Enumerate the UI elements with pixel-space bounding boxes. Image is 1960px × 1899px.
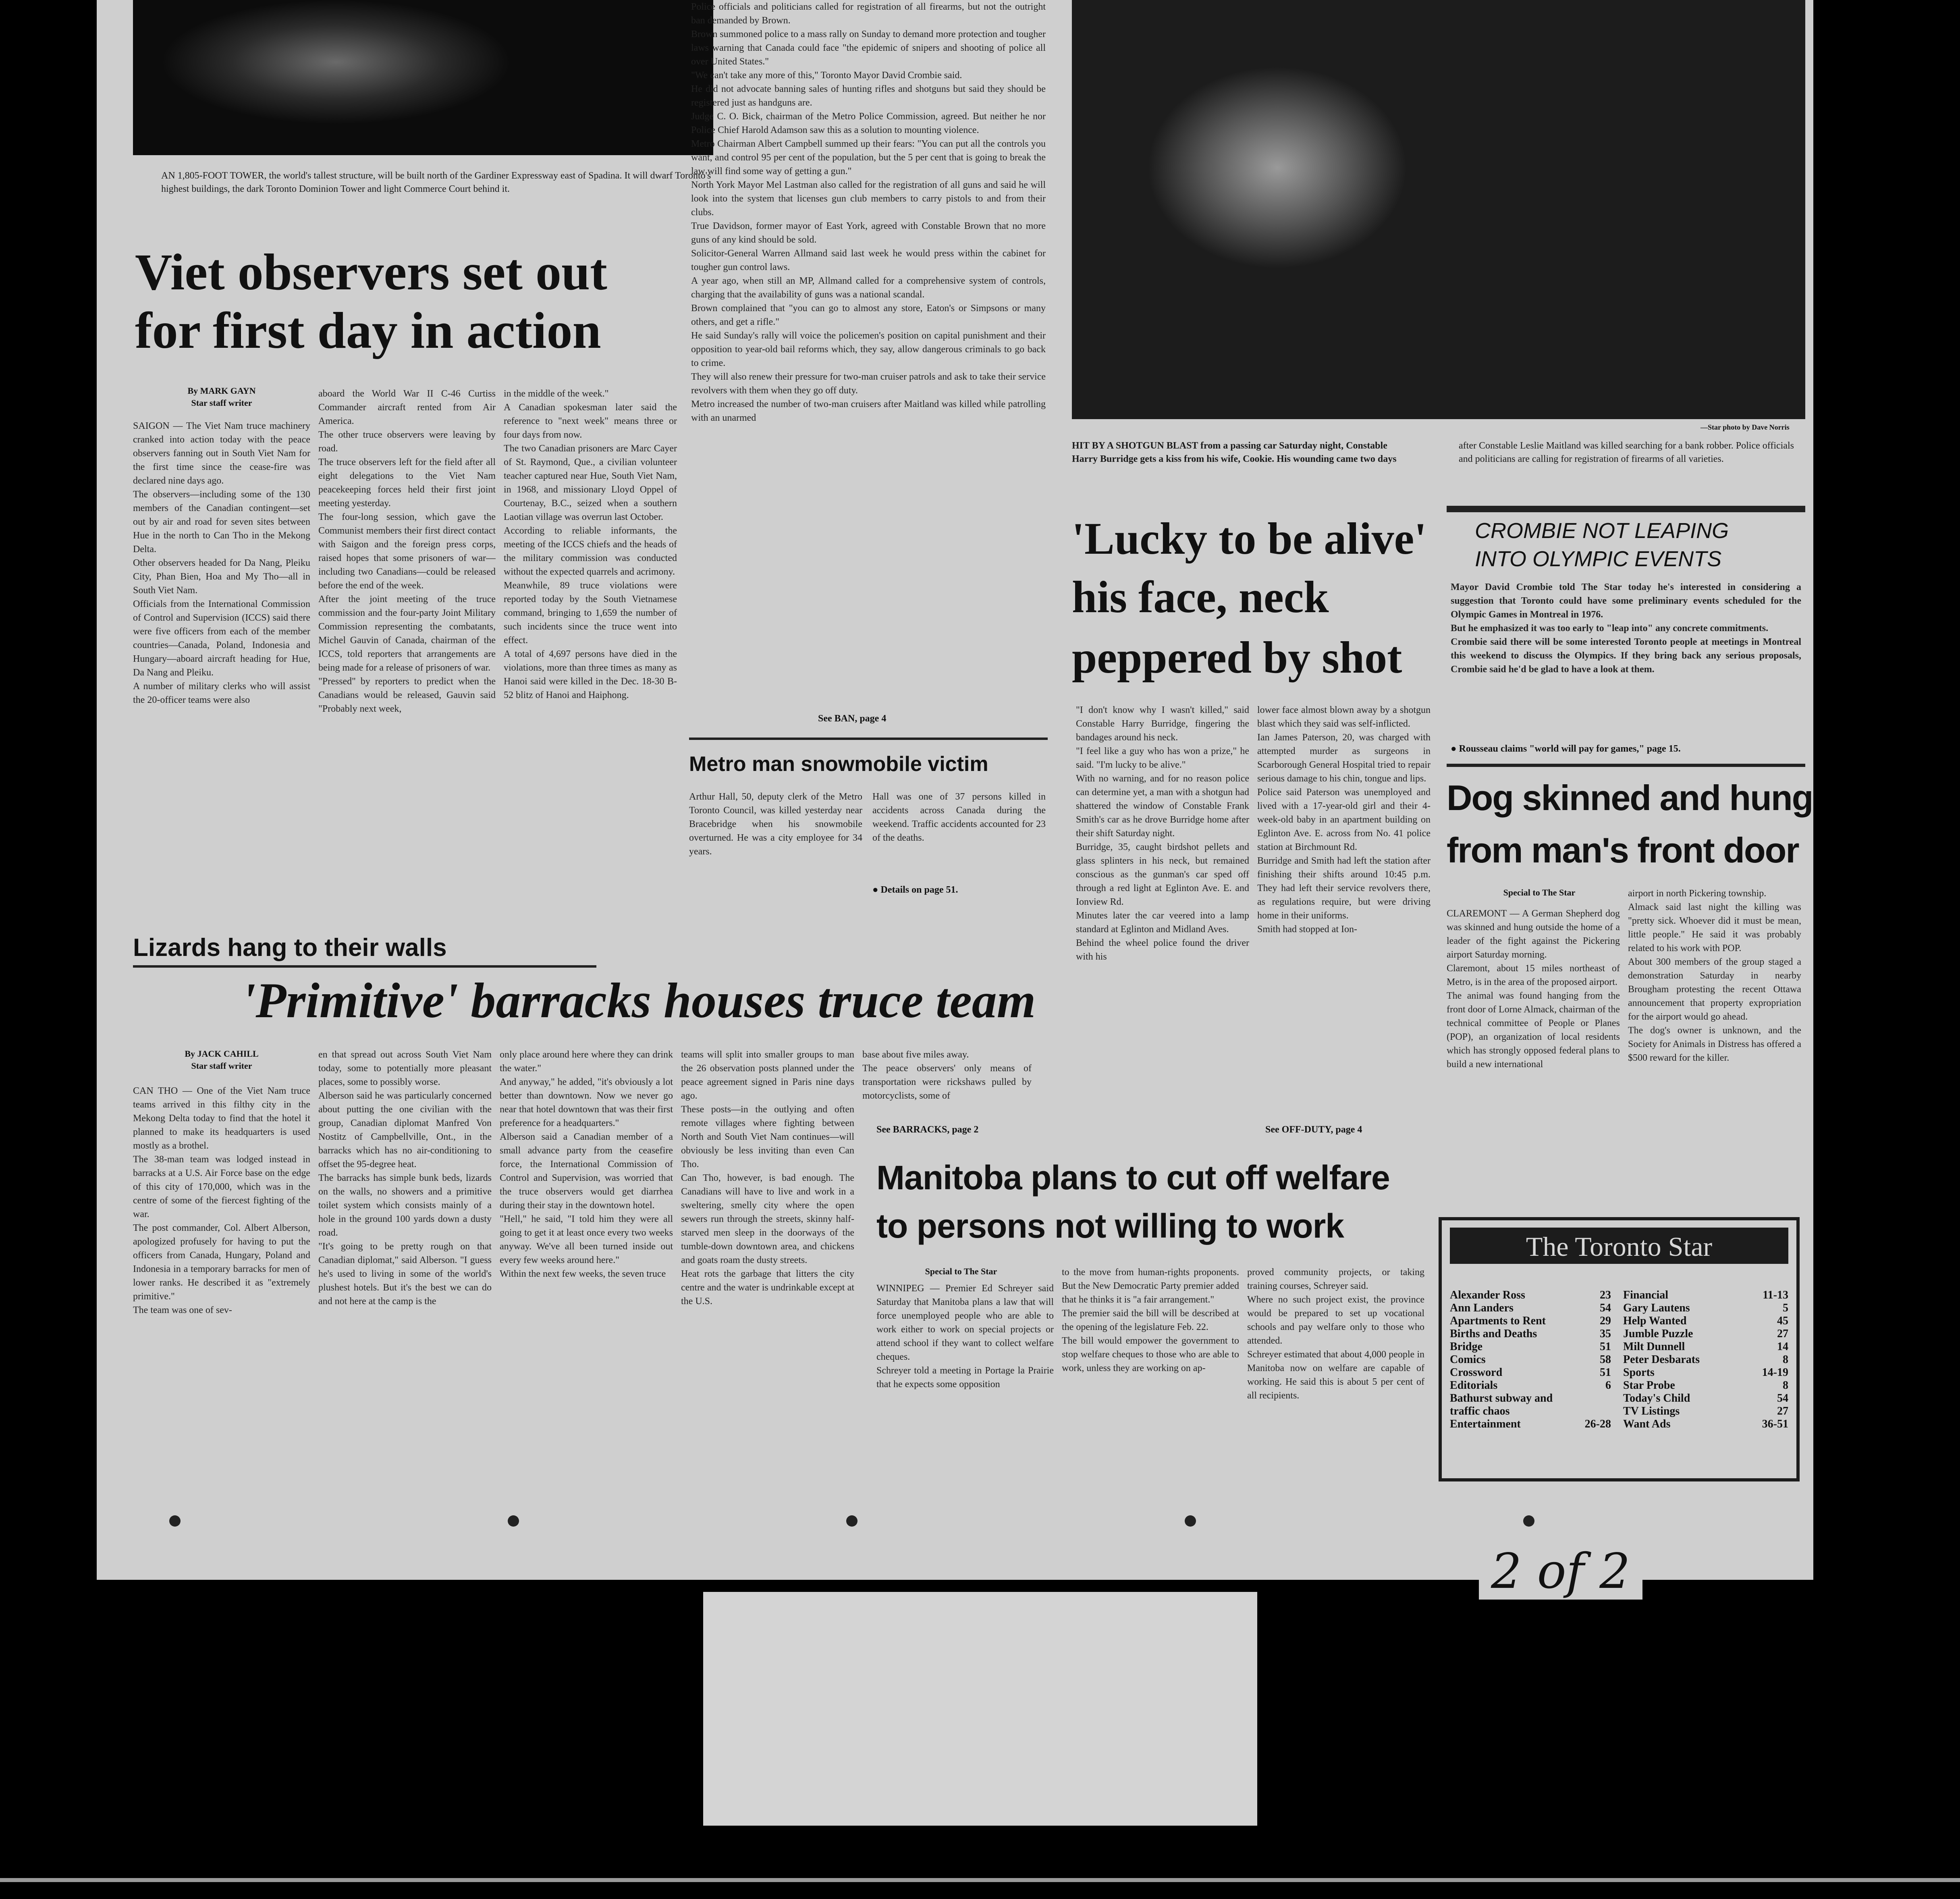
rule [133, 965, 596, 968]
manitoba-column-1: WINNIPEG — Premier Ed Schreyer said Saturday that Manitoba plans a law that will force unemployed people who are able to work either to work on special projects or attend school if they want to collect welfare cheques. Schreyer told a meeting in Portage la Prairie that he expects some opposition [876, 1283, 1054, 1390]
index-left-list [1450, 1289, 1611, 1431]
tower-photo [133, 0, 713, 155]
index-row [1623, 1392, 1788, 1405]
barracks-column-1: CAN THO — One of the Viet Nam truce teams arrived in this filthy city in the Mekong Delta today to find that the hotel it planned to make its headquarters is used mostly as a brothel. The 38-man team was lodged instead in barracks at a U.S. Air Force base on the edge of this city of 170,000, which was in the centre of some of the fiercest fighting of the war. The post commander, Col. Albert Alberson, apologized profusely for having to put the officers from Canada, Hungary, Poland and Indonesia in a temporary barracks for men of lower ranks. He described it as "extremely primitive." The team was one of sev- [133, 1086, 310, 1315]
index-row [1623, 1366, 1788, 1379]
barracks-column-5: base about five miles away. The peace observers' only means of transportation were rickshaws pulled by motorcyclists, some of [862, 1049, 1032, 1101]
dog-column-1: CLAREMONT — A German Shepherd dog was skinned and hung outside the home of a leader of the fight against the Pickering airport Saturday morning. Claremont, about 15 miles northeast of Metro, is in the area of the proposed airport. The animal was found hanging from the front door of Lorne Almack, chairman of the technical committee of People or Planes (POP), an organization of local residents which has strongly opposed federal plans to build a new international [1447, 908, 1620, 1070]
viet-column-3: in the middle of the week." A Canadian spokesman later said the reference to "next week" means three or four days from now. The two Canadian prisoners are Marc Cayer of St. Raymond, Que., a civilian volunteer teacher captured near Hue, South Viet Nam, in 1968, and missionary Lloyd Oppel of Courtenay, B.C., seized when a southern Laotian village was overrun last October. According to reliable informants, the meeting of the ICCS chiefs and the heads of the military commission was conducted without the expected quarrels and acrimony. Meanwhile, 89 truce violations were reported today by the South Vietnamese command, bringing to 1,659 the number of such incidents since the truce went into effect. A total of 4,697 persons have died in the violations, more than three times as many as Hanoi said were killed in the Dec. 18-30 B-52 blitz of Hanoi and Haiphong. [504, 389, 677, 700]
manitoba-byline: Special to The Star [925, 1266, 997, 1276]
frame-line [0, 1878, 1960, 1882]
crombie-headline-1: CROMBIE NOT LEAPING [1475, 519, 1729, 543]
index-entry-name: Apartments to Rent [1450, 1315, 1546, 1327]
crombie-see-ref: ● Rousseau claims "world will pay for games," page 15. [1451, 744, 1681, 754]
index-entry-page: 14-19 [1762, 1366, 1788, 1379]
index-row [1450, 1302, 1611, 1315]
index-row [1450, 1366, 1611, 1379]
index-row [1623, 1302, 1788, 1315]
index-entry-page: 27 [1777, 1405, 1788, 1417]
index-entry-name: Financial [1623, 1289, 1669, 1301]
index-row [1450, 1328, 1611, 1340]
handwritten-annotation: 2 of 2 [1479, 1544, 1642, 1600]
manitoba-headline-2: to persons not willing to work [876, 1207, 1344, 1245]
index-entry-page: 11-13 [1763, 1289, 1788, 1301]
index-entry-name: Crossword [1450, 1366, 1503, 1379]
barracks-headline: 'Primitive' barracks houses truce team [242, 973, 1036, 1028]
index-row [1450, 1353, 1611, 1366]
crombie-text: Mayor David Crombie told The Star today he's interested in considering a suggestion that Toronto could have some preliminary events scheduled for the Olympic Games in Montreal in 1976. But he emphasized it was too early to "leap into" any concrete commitments. Crombie said there will be some interested Toronto people at meetings in Montreal this weekend to discuss the Olympics. If they bring back any serious proposals, Crombie said he'd be glad to have a look at them. [1451, 582, 1801, 675]
index-row [1450, 1289, 1611, 1302]
index-row [1450, 1379, 1611, 1392]
crombie-headline-2: INTO OLYMPIC EVENTS [1475, 547, 1722, 571]
dog-byline: Special to The Star [1503, 887, 1576, 898]
barracks-column-2: en that spread out across South Viet Nam today, some to potentially more pleasant places, some to possibly worse. Alberson said he was particularly concerned about putting the one civilian with the group, Canadian diplomat Manfred Von Nostitz of Campbellville, Ont., in the barracks which has no air-conditioning to offset the 95-degree heat. The barracks has simple bunk beds, lizards on the walls, no showers and a primitive toilet system which consists mainly of a hole in the ground 100 yards down a dusty road. "It's going to be pretty rough on that Canadian diplomat," said Alberson. "I guess he's used to living in some of the world's plushest hotels. But it's the best we can do and not here at the camp is the [318, 1049, 492, 1307]
index-entry-name: Today's Child [1623, 1392, 1690, 1405]
index-entry-name: Entertainment [1450, 1418, 1521, 1430]
barracks-see-ref: See BARRACKS, page 2 [876, 1124, 979, 1135]
index-box [1439, 1217, 1800, 1481]
binder-hole [508, 1515, 519, 1527]
index-entry-name: Editorials [1450, 1379, 1498, 1392]
viet-headline-2: for first day in action [135, 302, 601, 359]
index-entry-page: 54 [1600, 1302, 1611, 1314]
index-entry-name: Comics [1450, 1353, 1486, 1366]
index-entry-page: 27 [1777, 1328, 1788, 1340]
index-row [1623, 1353, 1788, 1366]
constable-kiss-photo [1072, 0, 1805, 419]
index-entry-name: Births and Deaths [1450, 1328, 1537, 1340]
guns-see-ref: See BAN, page 4 [818, 713, 887, 724]
viet-column-1: SAIGON — The Viet Nam truce machinery cranked into action today with the peace observers fanning out in South Viet Nam for the first time since the cease-fire was declared nine days ago. The observers—including some of the 130 members of the Canadian contingent—set out by air and road for seven sites between Hue in the north to Can Tho in the Mekong Delta. Other observers headed for Da Nang, Pleiku City, Phan Bien, Hoa and My Tho—all in South Viet Nam. Officials from the International Commission of Control and Supervision (ICCS) said there were five officers from each of the member countries—Canada, Poland, Indonesia and Hungary—aboard aircraft heading for Hue, Da Nang and Pleiku. A number of military clerks who will assist the 20-officer teams were also [133, 421, 310, 705]
paper-strip [703, 1592, 1257, 1826]
index-entry-page: 6 [1605, 1379, 1611, 1392]
index-entry-page: 45 [1777, 1315, 1788, 1327]
manitoba-column-2: to the move from human-rights proponents. But the New Democratic Party premier added that he thinks it is "a fair arrangement." The premier said the bill will be described at the opening of the legislature Feb. 22. The bill would empower the government to stop welfare cheques to those who are able to work, unless they are working on ap- [1062, 1267, 1239, 1373]
index-row [1623, 1315, 1788, 1328]
lucky-headline-2: his face, neck [1072, 572, 1329, 622]
lucky-see-ref: See OFF-DUTY, page 4 [1265, 1124, 1362, 1135]
index-entry-page: 8 [1783, 1353, 1788, 1366]
rule [1447, 764, 1805, 767]
index-entry-page: 14 [1777, 1340, 1788, 1353]
index-entry-page: 8 [1783, 1379, 1788, 1392]
barracks-column-4: teams will split into smaller groups to man the 26 observation posts planned under the peace agreement signed in Paris nine days ago. These posts—in the outlying and often remote villages where fighting between North and South Viet Nam continues—will obviously be less inviting than even Can Tho. Can Tho, however, is bad enough. The Canadians will have to live and work in a sweltering, smelly city where the open sewers run through the streets, skinny half-starved men sleep in the doorways of the tumble-down downtown area, and chickens and goats roam the dusty streets. Heat rots the garbage that litters the city centre and the water is undrinkable except at the U.S. [681, 1049, 854, 1307]
dog-headline-2: from man's front door [1447, 830, 1799, 870]
viet-column-2: aboard the World War II C-46 Curtiss Commander aircraft rented from Air America. The other truce observers were leaving by road. The truce observers left for the field after all eight delegations to the Viet Nam peacekeeping forces held their first joint meeting yesterday. The four-long session, which gave the Communist members their first direct contact with Saigon and the foreign press corps, raised hopes that some prisoners of war—including two Canadians—could be released before the end of the week. After the joint meeting of the truce commission and the four-party Joint Military Commission representing the combatants, Michel Gauvin of Canada, chairman of the ICCS, told reporters that arrangements are being made for a release of prisoners of war. "Pressed" by reporters to predict when the Canadians would be released, Gauvin said "Probably next week, [318, 389, 496, 714]
index-entry-page [1567, 1392, 1611, 1418]
viet-byline: By MARK GAYN Star staff writer [187, 386, 256, 408]
index-entry-name: Jumble Puzzle [1623, 1328, 1693, 1340]
lucky-headline-3: peppered by shot [1072, 633, 1402, 683]
lucky-headline-1: 'Lucky to be alive' [1072, 514, 1427, 564]
tower-caption: AN 1,805-FOOT TOWER, the world's tallest structure, will be built north of the Gardiner Expressway east of Spadina. It will dwarf Toronto's highest buildings, the dark Toronto Dominion Tower and light Commerce Court behind it. [161, 170, 711, 194]
index-entry-name: Milt Dunnell [1623, 1340, 1685, 1353]
index-row [1623, 1418, 1788, 1431]
binder-hole [1185, 1515, 1196, 1527]
index-entry-name: Peter Desbarats [1623, 1353, 1700, 1366]
rule [1447, 506, 1805, 512]
rule [689, 738, 1048, 740]
lucky-column-2: lower face almost blown away by a shotgun blast which they said was self-inflicted. Ian James Paterson, 20, was charged with attempted murder as surgeons in Scarborough General Hospital tried to repair serious damage to his chin, tongue and lips. Police said Paterson was unemployed and lived with a 17-year-old girl and their 4-week-old baby in an apartment building on Eglinton Ave. E. across from No. 41 police station at Birchmount Rd. Burridge and Smith had left the station after finishing their shifts around 10:45 p.m. They had left their service revolvers there, as regulations require, but were driving home in their uniforms. Smith had stopped at Ion- [1257, 705, 1431, 935]
index-row [1623, 1289, 1788, 1302]
index-entry-page: 51 [1600, 1340, 1611, 1353]
index-entry-page: 26-28 [1584, 1418, 1611, 1430]
lucky-column-1: "I don't know why I wasn't killed," said Constable Harry Burridge, fingering the bandages around his neck. "I feel like a guy who has won a prize," he said. "I'm lucky to be alive." With no warning, and for no reason police can determine yet, a man with a shotgun had shattered the window of Constable Frank Smith's car as he drove Burridge home after their shift Saturday night. Burridge, 35, caught birdshot pellets and glass splinters in his neck, but remained conscious as the gunman's car sped off through a red light at Eglinton Ave. E. and Ionview Rd. Minutes later the car veered into a lamp standard at Eglinton and Midland Aves. Behind the wheel police found the driver with his [1076, 705, 1249, 962]
masthead: The Toronto Star [1526, 1231, 1713, 1262]
index-row [1623, 1405, 1788, 1418]
index-row [1450, 1392, 1611, 1418]
index-entry-page: 5 [1783, 1302, 1788, 1314]
index-entry-page: 58 [1600, 1353, 1611, 1366]
snowmobile-headline: Metro man snowmobile victim [689, 752, 988, 776]
dog-headline-1: Dog skinned and hung [1447, 778, 1813, 818]
index-right-list [1623, 1289, 1788, 1431]
index-entry-name: Help Wanted [1623, 1315, 1687, 1327]
guns-text: Police officials and politicians called for registration of all firearms, but not the outright ban demanded by Brown. Brown summoned police to a mass rally on Sunday to demand more protection and tougher laws warning that Canada could face "the epidemic of snipers and shooting of police all over United States." "We can't take any more of this," Toronto Mayor David Crombie said. He did not advocate banning sales of hunting rifles and shotguns but said they should be registered just as handguns are. Judge C. O. Bick, chairman of the Metro Police Commission, agreed. But neither he nor Police Chief Harold Adamson saw this as a solution to mounting violence. Metro Chairman Albert Campbell summed up their fears: "You can put all the controls you want, and control 95 per cent of the population, but the 5 per cent that is going to break the law will find some way of getting a gun." North York Mayor Mel Lastman also called for the registration of all guns and said he will look into the system that licenses gun club members to carry pistols to and from their clubs. True Davidson, former mayor of East York, agreed with Constable Brown that no more guns of any kind should be sold. Solicitor-General Warren Allmand said last week he would press within the cabinet for tougher gun control laws. A year ago, when still an MP, Allmand called for a comprehensive system of controls, charging that the availability of guns was a national scandal. Brown complained that "you can go to almost any store, Eaton's or Simpsons or many others, and get a rifle." He said Sunday's rally will voice the policemen's position on capital punishment and their opposition to year-old bail reforms which, they say, allow dangerous criminals to go back to crime. They will also renew their pressure for two-man cruiser patrols and ask to take their service revolvers with them when they go off duty. Metro increased the number of two-man cruisers after Maitland was killed while patrolling with an unarmed [691, 2, 1046, 423]
index-entry-page: 35 [1600, 1328, 1611, 1340]
dog-column-2: airport in north Pickering township. Almack said last night the killing was "pretty sick. Whoever did it must be mean, little people." He said it was probably related to his work with POP. About 300 members of the group staged a demonstration Saturday in nearby Brougham protesting the recent Ottawa announcement that property expropriation for the airport would go ahead. The dog's owner is unknown, and the Society for Animals in Distress has offered a $500 reward for the killer. [1628, 888, 1801, 1063]
index-entry-name: Bridge [1450, 1340, 1482, 1353]
index-entry-name: Star Probe [1623, 1379, 1675, 1392]
index-row [1450, 1315, 1611, 1328]
index-entry-page: 36-51 [1762, 1418, 1788, 1430]
index-row [1623, 1328, 1788, 1340]
index-row [1623, 1379, 1788, 1392]
index-entry-name: Ann Landers [1450, 1302, 1514, 1314]
index-entry-name: Gary Lautens [1623, 1302, 1690, 1314]
binder-hole [169, 1515, 181, 1527]
index-entry-name: Alexander Ross [1450, 1289, 1525, 1301]
binder-hole [1523, 1515, 1534, 1527]
index-entry-name: Want Ads [1623, 1418, 1671, 1430]
index-entry-page: 51 [1600, 1366, 1611, 1379]
binder-hole [846, 1515, 858, 1527]
manitoba-column-3: proved community projects, or taking training courses, Schreyer said. Where no such project exist, the province would be prepared to set up vocational schools and pay welfare only to those who attended. Schreyer estimated that about 4,000 people in Manitoba now on welfare are capable of working. He said this is about 5 per cent of all recipients. [1247, 1267, 1424, 1401]
photo-caption-2: after Constable Leslie Maitland was killed searching for a bank robber. Police officials and politicians are calling for registration of firearms of all varieties. [1459, 440, 1794, 464]
snowmobile-column-2: Hall was one of 37 persons killed in accidents across Canada during the weekend. Traffic accidents accounted for 23 of the deaths. [872, 792, 1046, 843]
index-entry-name: Bathurst subway and traffic chaos [1450, 1392, 1553, 1417]
viet-headline-1: Viet observers set out [135, 243, 607, 301]
index-entry-name: Sports [1623, 1366, 1655, 1379]
snowmobile-column-1: Arthur Hall, 50, deputy clerk of the Metro Toronto Council, was killed yesterday near Bracebridge when his snowmobile overturned. He was a city employee for 34 years. [689, 792, 862, 857]
snowmobile-see-ref: ● Details on page 51. [872, 885, 958, 895]
index-row [1450, 1340, 1611, 1353]
index-entry-page: 54 [1777, 1392, 1788, 1405]
manitoba-headline-1: Manitoba plans to cut off welfare [876, 1159, 1390, 1197]
barracks-kicker: Lizards hang to their walls [133, 934, 447, 962]
newspaper-page [97, 0, 1813, 1580]
photo-credit: —Star photo by Dave Norris [1700, 423, 1790, 431]
barracks-byline: By JACK CAHILL Star staff writer [185, 1049, 259, 1071]
barracks-column-3: only place around here where they can drink the water." And anyway," he added, "it's obviously a lot better than downtown. Now we never go near that hotel downtown that was their first preference for a headquarters." Alberson said a Canadian member of a small advance party from the ceasefire force, the International Commission of Control and Supervision, was worried that the truce observers would get diarrhea during their stay in the downtown hotel. "Hell," he said, "I told him they were all going to get it at least once every two weeks anyway. We've all been turned inside out every few weeks around here." Within the next few weeks, the seven truce [500, 1049, 673, 1279]
index-entry-page: 29 [1600, 1315, 1611, 1327]
index-row [1623, 1340, 1788, 1353]
index-entry-name: TV Listings [1623, 1405, 1680, 1417]
index-row [1450, 1418, 1611, 1431]
photo-caption-1: HIT BY A SHOTGUN BLAST from a passing car Saturday night, Constable Harry Burridge gets a kiss from his wife, Cookie. His wounding came two days [1072, 440, 1397, 464]
index-entry-page: 23 [1600, 1289, 1611, 1301]
